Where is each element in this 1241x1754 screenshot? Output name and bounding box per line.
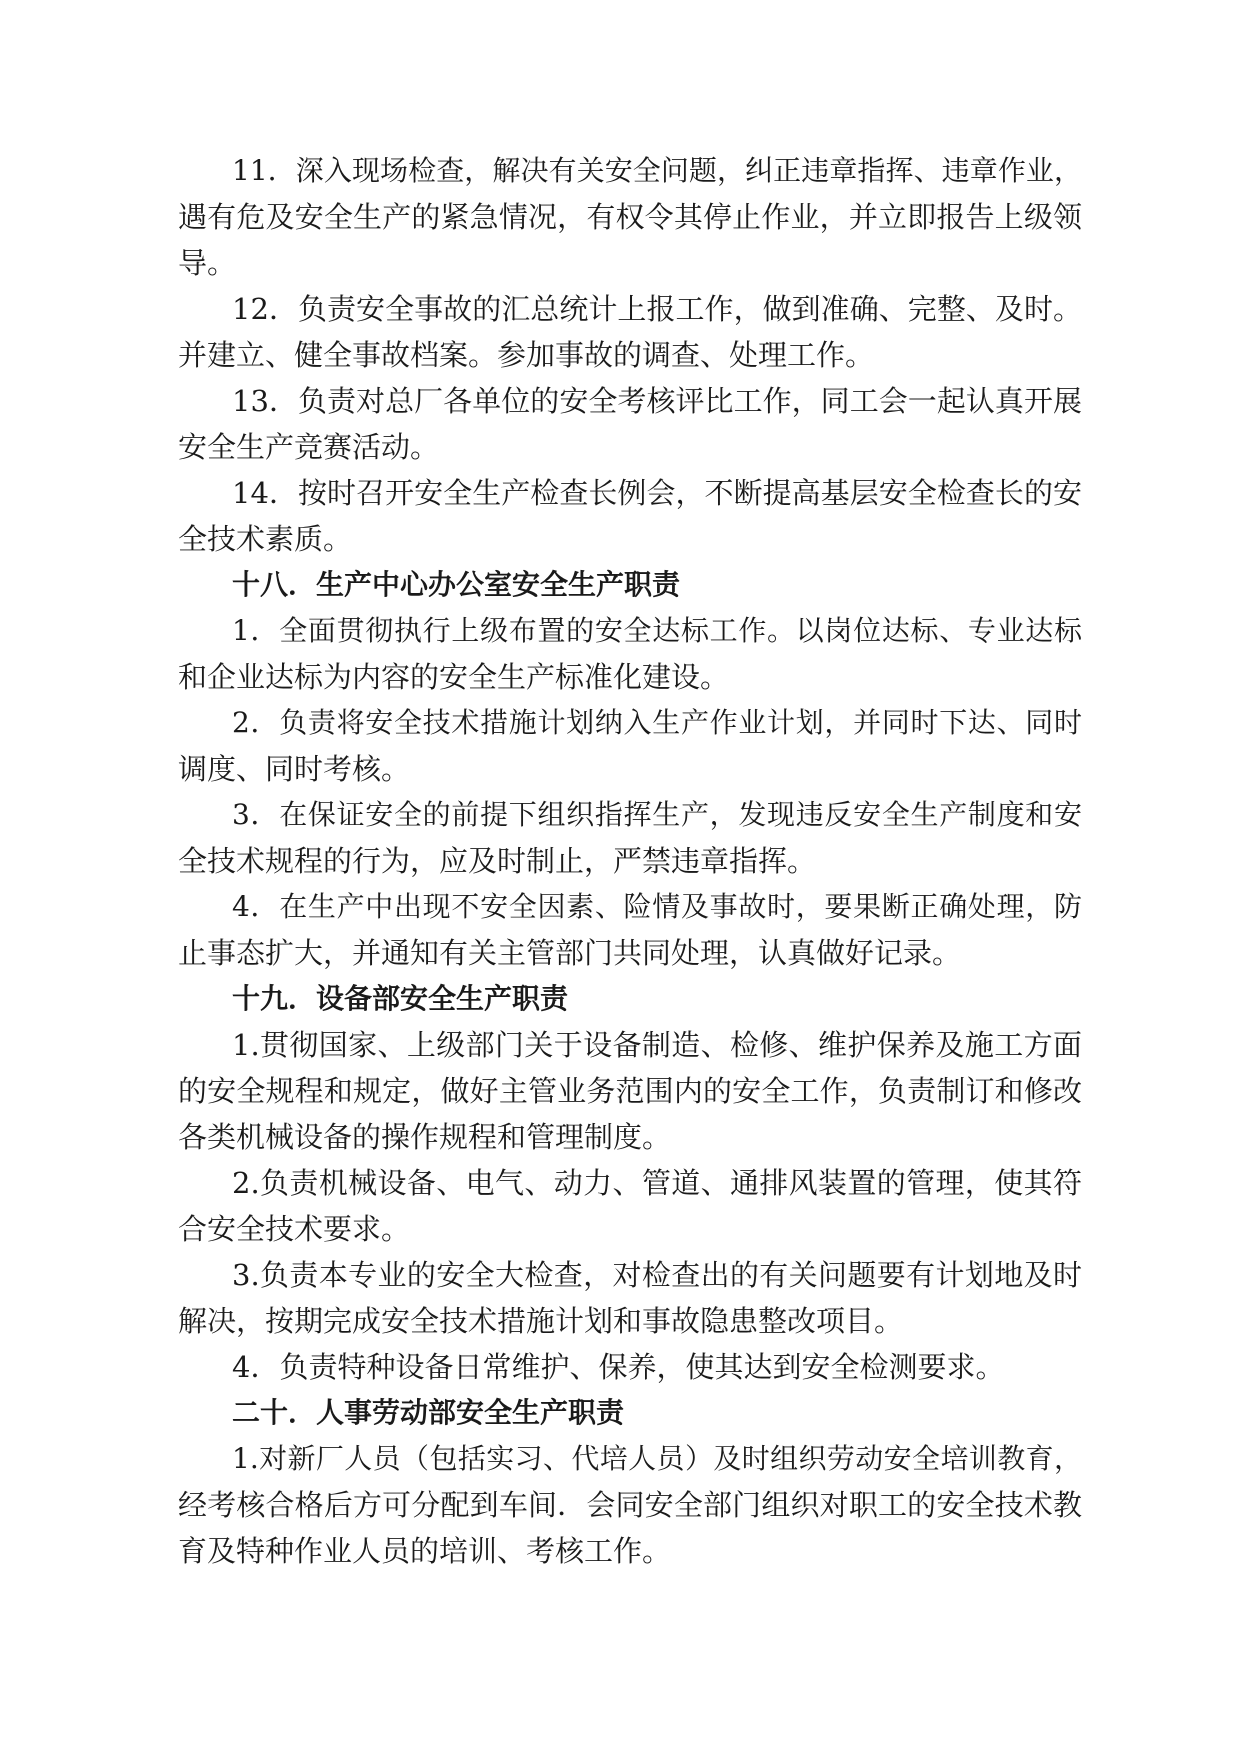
paragraph-line: 3．在保证安全的前提下组织指挥生产，发现违反安全生产制度和安 xyxy=(232,798,1082,831)
paragraph-line: 1．全面贯彻执行上级布置的安全达标工作。以岗位达标、专业达标 xyxy=(232,614,1082,647)
paragraph-line: 安全生产竞赛活动。 xyxy=(178,430,440,464)
paragraph-line: 12．负责安全事故的汇总统计上报工作，做到准确、完整、及时。 xyxy=(232,292,1082,326)
paragraph-line: 2．负责将安全技术措施计划纳入生产作业计划，并同时下达、同时 xyxy=(232,706,1082,739)
paragraph-line: 2.负责机械设备、电气、动力、管道、通排风装置的管理，使其符 xyxy=(232,1166,1082,1200)
paragraph-line: 合安全技术要求。 xyxy=(178,1212,411,1246)
paragraph-line: 全技术素质。 xyxy=(178,522,353,556)
paragraph-line: 4．在生产中出现不安全因素、险情及事故时，要果断正确处理，防 xyxy=(232,890,1082,923)
paragraph-line: 1.贯彻国家、上级部门关于设备制造、检修、维护保养及施工方面 xyxy=(232,1028,1082,1062)
paragraph-line: 经考核合格后方可分配到车间．会同安全部门组织对职工的安全技术教 xyxy=(178,1488,1082,1522)
section-heading: 二十．人事劳动部安全生产职责 xyxy=(232,1396,625,1429)
section-heading: 十九．设备部安全生产职责 xyxy=(232,982,569,1015)
paragraph-line: 遇有危及安全生产的紧急情况，有权令其停止作业，并立即报告上级领 xyxy=(178,200,1082,234)
paragraph-line: 止事态扩大，并通知有关主管部门共同处理，认真做好记录。 xyxy=(178,936,962,970)
document-page xyxy=(178,148,1082,1668)
paragraph-line: 的安全规程和规定，做好主管业务范围内的安全工作，负责制订和修改 xyxy=(178,1074,1082,1108)
paragraph-line: 全技术规程的行为，应及时制止，严禁违章指挥。 xyxy=(178,844,817,878)
paragraph-line: 14．按时召开安全生产检查长例会，不断提高基层安全检查长的安 xyxy=(232,476,1082,510)
paragraph-line: 各类机械设备的操作规程和管理制度。 xyxy=(178,1120,672,1154)
section-heading: 十八．生产中心办公室安全生产职责 xyxy=(232,568,681,601)
paragraph-line: 3.负责本专业的安全大检查，对检查出的有关问题要有计划地及时 xyxy=(232,1258,1082,1292)
paragraph-line: 13．负责对总厂各单位的安全考核评比工作，同工会一起认真开展 xyxy=(232,384,1082,418)
paragraph-line: 调度、同时考核。 xyxy=(178,752,411,786)
paragraph-line: 4．负责特种设备日常维护、保养，使其达到安全检测要求。 xyxy=(232,1350,1005,1384)
paragraph-line: 11．深入现场检查，解决有关安全问题，纠正违章指挥、违章作业， xyxy=(232,154,1082,187)
paragraph-line: 导。 xyxy=(178,246,237,280)
paragraph-line: 1.对新厂人员（包括实习、代培人员）及时组织劳动安全培训教育， xyxy=(232,1442,1082,1475)
paragraph-line: 并建立、健全事故档案。参加事故的调查、处理工作。 xyxy=(178,338,875,372)
paragraph-line: 育及特种作业人员的培训、考核工作。 xyxy=(178,1534,672,1568)
paragraph-line: 解决，按期完成安全技术措施计划和事故隐患整改项目。 xyxy=(178,1304,904,1338)
paragraph-line: 和企业达标为内容的安全生产标准化建设。 xyxy=(178,660,730,694)
